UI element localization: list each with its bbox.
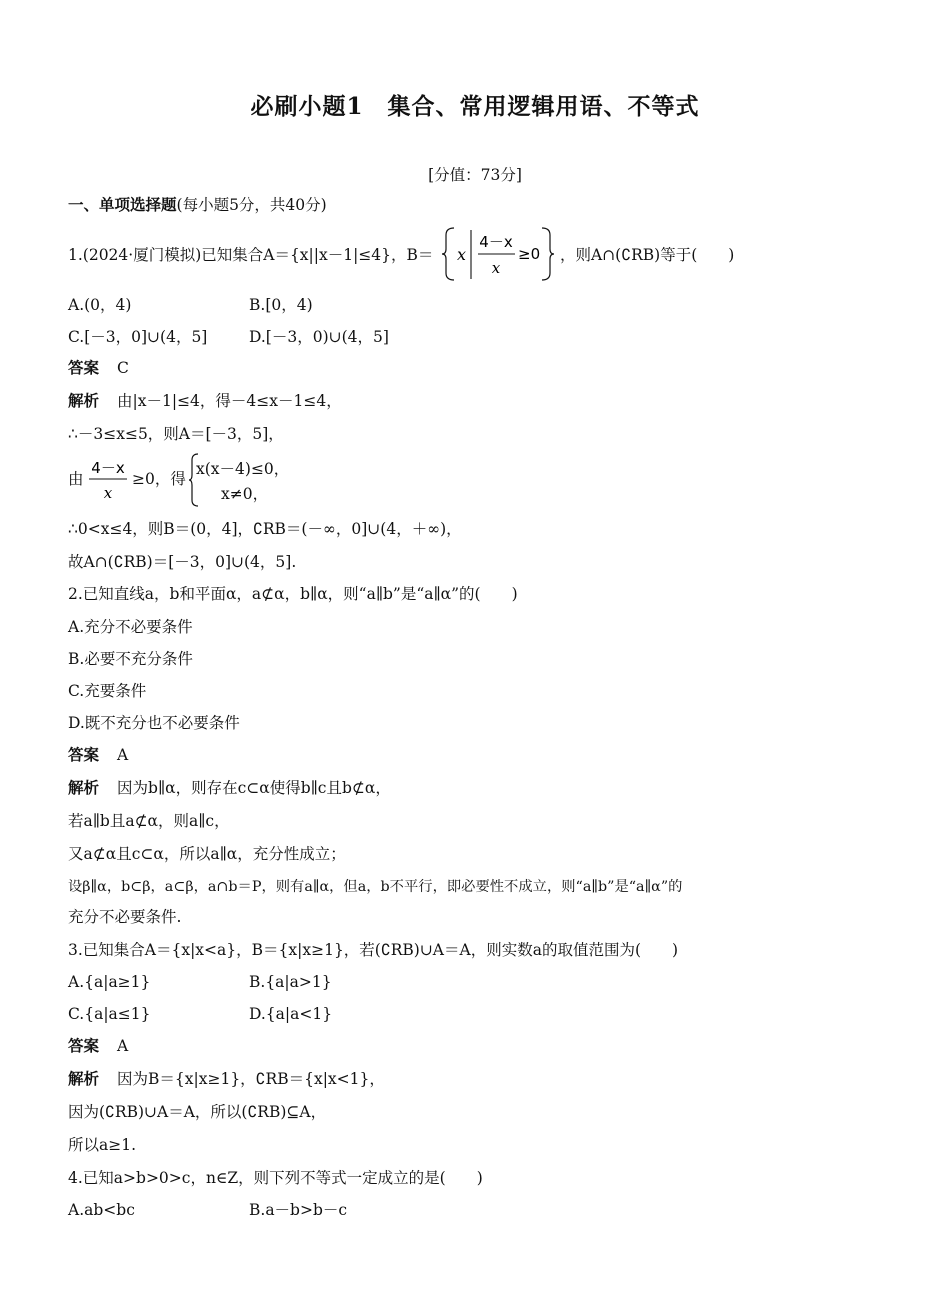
q2-option-c: C.充要条件 [68,682,147,700]
q1-option-c: C.[－3，0]∪(4，5] [68,328,208,346]
q4-option-b: B.a－b>b－c [249,1201,348,1219]
q1-analysis-fraction [86,456,132,504]
q2-analysis-5: 充分不必要条件. [68,908,182,926]
q2-answer [68,744,128,766]
q3-analysis-3: 所以a≥1. [68,1136,137,1154]
q1-analysis-system-1: x(x－4)≤0， [196,460,290,478]
q3-option-a: A.{a|a≥1} [68,973,151,991]
q2-analysis-4: 设β∥α，b⊂β，a⊂β，a∩b＝P，则有a∥α，但a，b不平行，即必要性不成立，则“a∥b”是“a∥α”的 [68,879,683,895]
q1-analysis-3-pre: 由 [68,470,84,488]
q2-option-a: A.充分不必要条件 [68,618,193,636]
q1-option-d: D.[－3，0)∪(4，5] [249,328,389,346]
q1-answer-value: C [117,359,129,377]
section-heading [68,194,327,216]
q1-analysis-3-mid: ≥0，得 [132,470,186,488]
q3-answer [68,1035,128,1057]
q3-option-d: D.{a|a<1} [249,1005,333,1023]
q1-option-a: A.(0，4) [68,296,132,314]
left-brace-icon [442,228,454,280]
q3-option-b: B.{a|a>1} [249,973,332,991]
q4-stem: 4.已知a>b>0>c，n∈Z，则下列不等式一定成立的是( ) [68,1169,483,1187]
answer-label: 答案 [68,745,100,764]
q4-option-a: A.ab<bc [68,1201,135,1219]
q1-analysis-frac-num: 4－x [91,459,125,477]
section-heading-note: (每小题5分，共40分) [176,196,327,214]
q1-stem-end: ，则A∩(∁RB)等于( ) [560,246,735,264]
q1-set-builder [440,225,556,283]
answer-label: 答案 [68,358,100,377]
q1-answer [68,357,129,379]
analysis-label: 解析 [68,1069,100,1088]
right-brace-icon [542,228,554,280]
q2-answer-value: A [117,746,129,764]
q1-stem-start: 1.(2024·厦门模拟)已知集合A＝{x||x－1|≤4}，B＝ [68,246,434,264]
q1-analysis-system-2: x≠0， [221,485,269,503]
q1-analysis-frac-den: x [103,484,113,502]
q3-analysis-2: 因为(∁RB)∪A＝A，所以(∁RB)⊆A， [68,1103,327,1121]
analysis-label: 解析 [68,391,100,410]
q1-frac-num: 4－x [479,233,513,251]
q2-analysis-1 [68,777,391,799]
q2-analysis-1-text: 因为b∥α，则存在c⊂α使得b∥c且b⊄α， [117,779,391,797]
analysis-label: 解析 [68,778,100,797]
q1-analysis-4: ∴0<x≤4，则B＝(0，4]，∁RB＝(－∞，0]∪(4，＋∞)， [68,520,462,538]
q3-answer-value: A [117,1037,129,1055]
q3-analysis-1-text: 因为B＝{x|x≥1}，∁RB＝{x|x<1}， [117,1070,385,1088]
q1-frac-rel: ≥0 [518,245,541,263]
page-title: 必刷小题1 集合、常用逻辑用语、不等式 [250,93,700,120]
q2-analysis-3: 又a⊄α且c⊂α，所以a∥α，充分性成立； [68,845,346,863]
q1-analysis-1-text: 由|x－1|≤4，得－4≤x－1≤4， [117,392,342,410]
q1-analysis-5: 故A∩(∁RB)＝[－3，0]∪(4，5]. [68,553,297,571]
q2-stem: 2.已知直线a，b和平面α，a⊄α，b∥α，则“a∥b”是“a∥α”的( ) [68,585,518,603]
q2-analysis-2: 若a∥b且a⊄α，则a∥c， [68,812,230,830]
q1-analysis-2: ∴－3≤x≤5，则A＝[－3，5]， [68,425,284,443]
q1-set-var: x [457,245,467,264]
q3-option-c: C.{a|a≤1} [68,1005,151,1023]
q2-option-b: B.必要不充分条件 [68,650,193,668]
section-heading-text: 一、单项选择题 [68,195,177,214]
q1-frac-den: x [491,259,501,277]
q1-option-b: B.[0，4) [249,296,313,314]
score-note: [分值：73分] [428,166,522,184]
q3-stem: 3.已知集合A＝{x|x<a}，B＝{x|x≥1}，若(∁RB)∪A＝A，则实数a的取值范围为( ) [68,941,679,959]
q1-analysis-1 [68,390,342,412]
q3-analysis-1 [68,1068,385,1090]
q2-option-d: D.既不充分也不必要条件 [68,714,240,732]
answer-label: 答案 [68,1036,100,1055]
